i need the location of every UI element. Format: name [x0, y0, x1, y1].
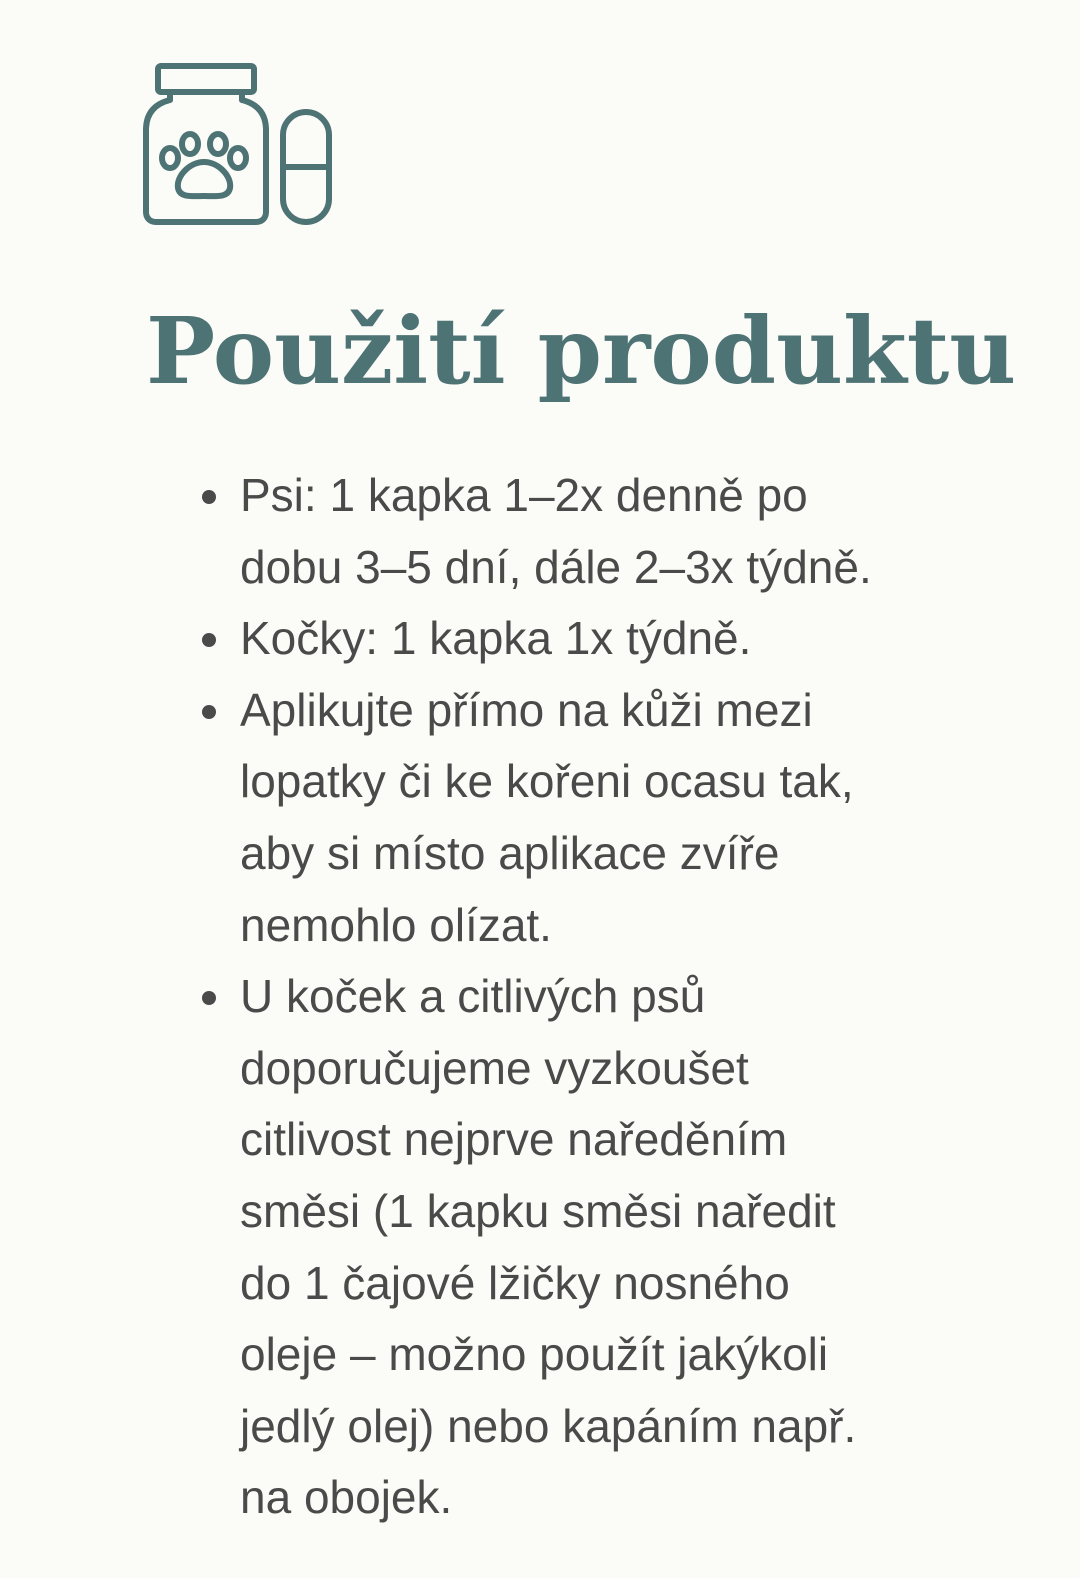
usage-item-dogs [200, 460, 1020, 603]
usage-line: aby si místo aplikace zvíře [240, 826, 780, 879]
paw-print-icon [162, 134, 246, 196]
usage-line: U koček a citlivých psů [240, 970, 706, 1023]
usage-line: doporučujeme vyzkoušet [240, 1041, 749, 1094]
usage-list [200, 460, 1020, 1534]
usage-line: dobu 3–5 dní, dále 2–3x týdně. [240, 540, 872, 593]
usage-line: oleje – možno použít jakýkoli [240, 1328, 829, 1381]
usage-line: Aplikujte přímo na kůži mezi [240, 683, 813, 736]
usage-line: směsi (1 kapku směsi naředit [240, 1184, 836, 1237]
usage-line: citlivost nejprve naředěním [240, 1113, 788, 1166]
jar-lid [158, 66, 254, 92]
usage-item-application [200, 675, 1020, 961]
usage-line: Kočky: 1 kapka 1x týdně. [240, 612, 752, 665]
usage-line: jedlý olej) nebo kapáním např. [240, 1399, 857, 1452]
usage-line: Psi: 1 kapka 1–2x denně po [240, 469, 808, 521]
usage-line: na obojek. [240, 1471, 453, 1524]
usage-line: do 1 čajové lžičky nosného [240, 1256, 790, 1309]
usage-item-cats [200, 603, 1020, 675]
pet-medicine-jar-capsule-icon [140, 60, 340, 230]
usage-line: nemohlo olízat. [240, 898, 552, 951]
pet-medicine-jar-capsule-icon-graphic [140, 60, 340, 230]
usage-line: lopatky či ke kořeni ocasu tak, [240, 755, 854, 808]
usage-item-sensitivity [200, 961, 1020, 1534]
section-title: Použití produktu [146, 297, 1017, 405]
